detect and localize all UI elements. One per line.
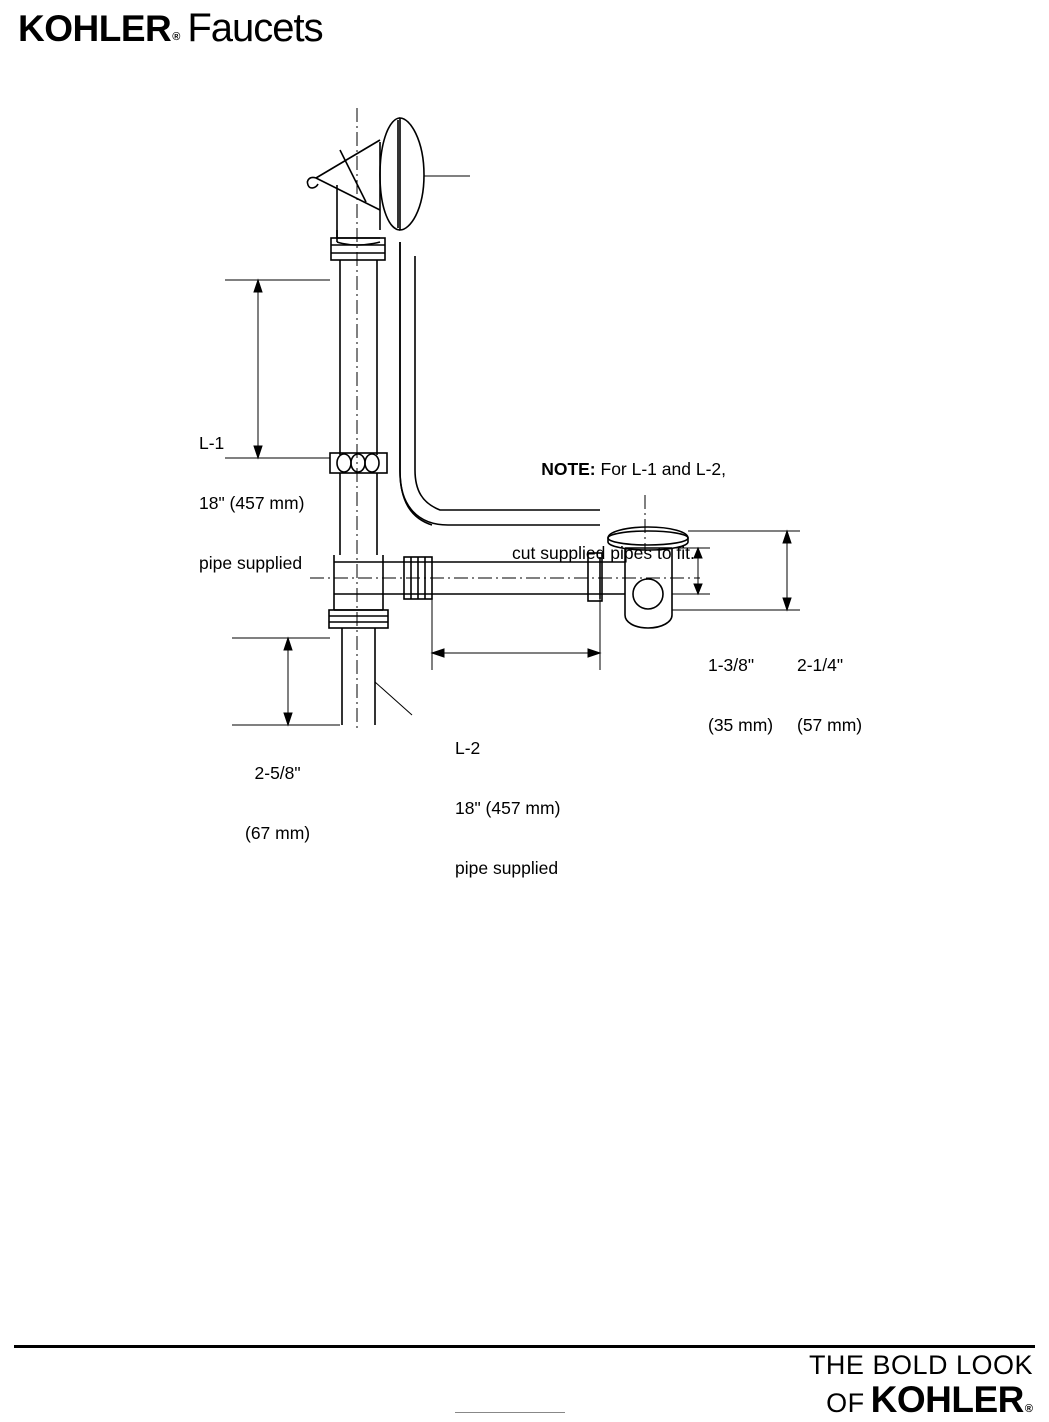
dimension-label-tee-to-end bbox=[245, 723, 310, 883]
footer-tagline-of: OF bbox=[826, 1388, 865, 1418]
note-bold-prefix: NOTE: bbox=[541, 459, 596, 479]
tee-fitting bbox=[334, 555, 420, 610]
pipe-to-tee bbox=[340, 473, 377, 555]
dimension-label-l2 bbox=[455, 698, 560, 918]
note-text-line1: For L-1 and L-2, bbox=[595, 459, 726, 479]
dimension-tee-mm: (67 mm) bbox=[245, 823, 311, 843]
bottom-tailpiece bbox=[342, 628, 412, 725]
footer-registered-trademark-icon: ® bbox=[1024, 1403, 1033, 1415]
product-line-label: Faucets bbox=[187, 6, 323, 50]
footer-tagline: THE BOLD LOOK bbox=[808, 1350, 1033, 1380]
note-text-line2: cut supplied pipes to fit. bbox=[512, 543, 695, 563]
dimension-label-overflow-height bbox=[708, 615, 773, 775]
dimension-drain-mm: (57 mm) bbox=[797, 715, 863, 735]
registered-trademark-icon: ® bbox=[172, 31, 181, 43]
dimension-tee-inches: 2-5/8" bbox=[254, 763, 301, 783]
footer-divider bbox=[14, 1345, 1035, 1348]
overflow-union-nut bbox=[331, 238, 385, 260]
dimension-l2-line3: pipe supplied bbox=[455, 858, 559, 878]
page-bottom-rule bbox=[455, 1412, 565, 1413]
dimension-label-l1 bbox=[199, 393, 304, 613]
dimension-l1-line2: 18" (457 mm) bbox=[199, 493, 305, 513]
dimension-l2-line2: 18" (457 mm) bbox=[455, 798, 561, 818]
overflow-lever bbox=[307, 140, 380, 210]
footer-kohler-wordmark: KOHLER bbox=[870, 1379, 1024, 1420]
dimension-l2-line1: L-2 bbox=[455, 738, 481, 758]
overflow-cover-plate bbox=[380, 118, 424, 230]
tee-bottom-nut bbox=[329, 610, 388, 628]
footer-brand bbox=[809, 1352, 1033, 1418]
slip-joint-nut bbox=[330, 453, 387, 473]
dimension-l1-line1: L-1 bbox=[199, 433, 225, 453]
dimension-l1-line3: pipe supplied bbox=[199, 553, 303, 573]
dimension-label-drain-height bbox=[797, 615, 862, 775]
technical-drawing bbox=[0, 70, 1049, 878]
brand-header bbox=[18, 8, 323, 48]
kohler-wordmark: KOHLER bbox=[18, 8, 172, 49]
dimension-overflow-inches: 1-3/8" bbox=[708, 655, 755, 675]
footer-brand-row bbox=[809, 1381, 1033, 1418]
installation-note bbox=[512, 396, 726, 606]
dimension-drain-inches: 2-1/4" bbox=[797, 655, 844, 675]
note-line1 bbox=[512, 438, 726, 501]
dimension-overflow-mm: (35 mm) bbox=[708, 715, 774, 735]
pipe-l1 bbox=[340, 260, 377, 455]
